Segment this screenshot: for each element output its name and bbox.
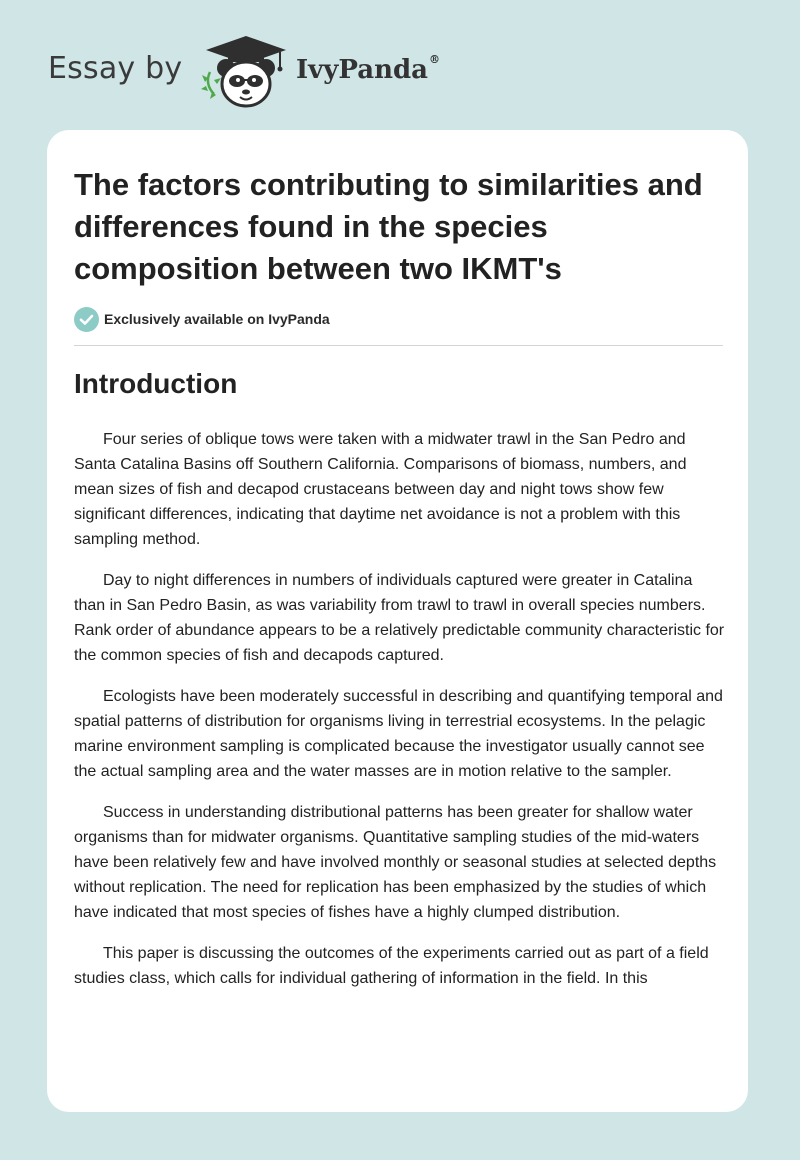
essay-card [47,130,748,1112]
brand-name[interactable]: IvyPanda® [296,53,441,85]
site-header [48,34,748,114]
panda-graduation-cap-icon[interactable] [200,34,292,110]
exclusive-badge [74,306,330,332]
check-circle-icon [74,307,99,332]
paragraph: Day to night differences in numbers of individuals captured were greater in Catalina than in San Pedro Basin, as was variability from trawl to trawl in overall species numbers. Rank order of abundance appears to be a relatively predictable community characteristic for the common species of fish and decapods captured. [74,572,725,664]
registered-mark: ® [429,53,441,66]
divider [74,345,723,346]
section-heading: Introduction [74,368,238,399]
essay-by-label: Essay by [48,51,183,86]
exclusive-label: Exclusively available on IvyPanda [104,311,330,327]
paragraph: This paper is discussing the outcomes of the experiments carried out as part of a field studies class, which calls for individual gathering of information in the field. In this [74,945,709,987]
paragraph: Four series of oblique tows were taken with a midwater trawl in the San Pedro and Santa Catalina Basins off Southern California. Comparisons of biomass, numbers, and mean sizes of fish and decapod crustaceans between day and night tows show few significant differences, indicating that daytime net avoidance is not a problem with this sampling method. [74,431,687,548]
paragraph: Ecologists have been moderately successful in describing and quantifying temporal and spatial patterns of distribution for organisms living in terrestrial ecosystems. In the pelagic marine environment sampling is complicated because the investigator usually cannot see the actual sampling area and the water masses are in motion relative to the sampler. [74,688,723,780]
essay-title: The factors contributing to similarities and differences found in the species composition between two IKMT's [74,167,703,286]
article-body [74,427,726,1007]
paragraph: Success in understanding distributional patterns has been greater for shallow water organisms than for midwater organisms. Quantitative sampling studies of the mid-waters have been relatively few and have involved monthly or seasonal studies at selected depths without replication. The need for replication has been emphasized by the studies of which have indicated that most species of fishes have a highly clumped distribution. [74,804,717,921]
